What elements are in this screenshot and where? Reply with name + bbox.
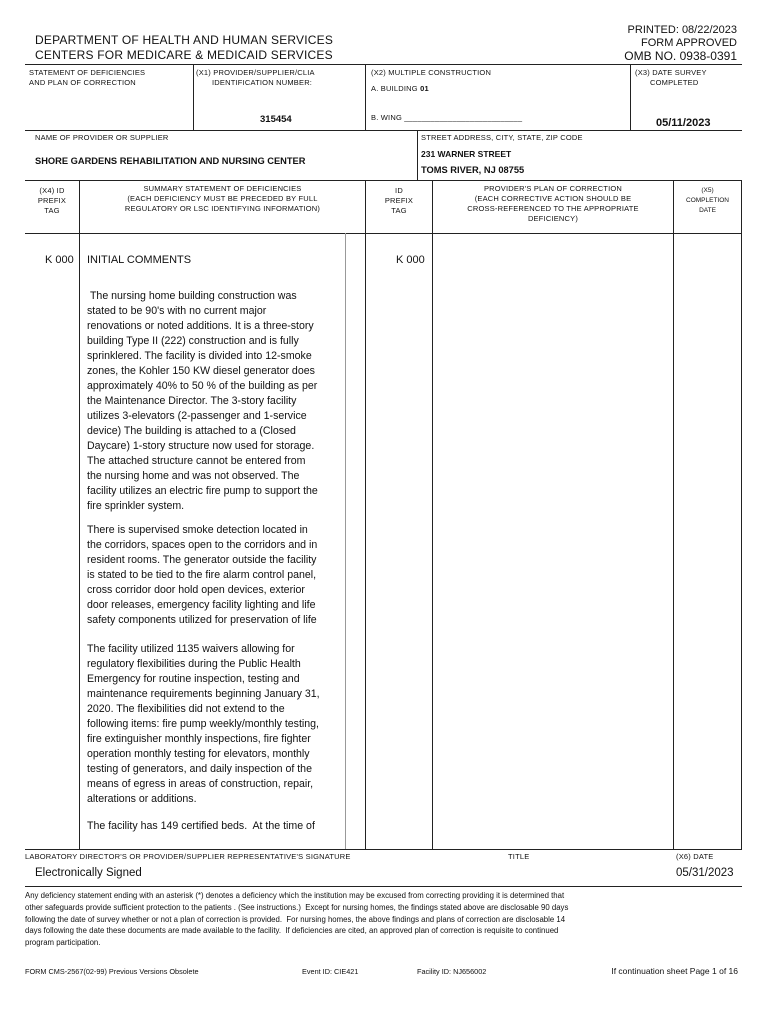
- divider: [193, 64, 194, 130]
- form-top-border: [25, 64, 742, 65]
- divider: [417, 130, 418, 180]
- form-top-x3-label1: (X3) DATE SURVEY: [635, 68, 707, 77]
- columns-x4-1: (X4) ID: [39, 186, 65, 195]
- title-label: TITLE: [508, 852, 530, 861]
- provider-name: SHORE GARDENS REHABILITATION AND NURSING CENTER: [35, 156, 306, 166]
- signature-date-label: (X6) DATE: [676, 852, 714, 861]
- initial-comments-title: INITIAL COMMENTS: [87, 254, 192, 266]
- columns-x5-1: (X5): [701, 187, 714, 194]
- id-prefix-header: [366, 186, 432, 216]
- form-top-x1-label2: IDENTIFICATION NUMBER:: [212, 78, 313, 87]
- columns-plan-2: (EACH CORRECTIVE ACTION SHOULD BE: [474, 194, 632, 203]
- comment-paragraph-3: The facility utilized 1135 waivers allowing for regulatory flexibilities during the Public Health Emergency for routine inspection, testing and maintenance requirements beginning January 31, 2020. The flexibilities did not extend to the following items: fire pump weekly/monthly testing, fire extinguisher monthly inspections, fire fighter operation monthly testing for elevators, monthly testing of generators, and daily inspection of the means of egress in areas of construction, repair, alterations or additions.: [87, 643, 320, 805]
- columns-plan-1: PROVIDER'S PLAN OF CORRECTION: [483, 184, 623, 193]
- columns-summary-2: (EACH DEFICIENCY MUST BE PRECEDED BY FULL: [127, 194, 318, 203]
- form-approved: FORM APPROVED: [641, 37, 737, 49]
- columns-x5-2: COMPLETION: [686, 197, 729, 204]
- provider-name-label: NAME OF PROVIDER OR SUPPLIER: [35, 133, 169, 142]
- address-street: 231 WARNER STREET: [421, 149, 512, 159]
- address-label: STREET ADDRESS, CITY, STATE, ZIP CODE: [421, 133, 583, 142]
- form-top-x3-label2: COMPLETED: [650, 78, 699, 87]
- divider: [673, 180, 674, 849]
- columns-plan-4: DEFICIENCY): [527, 214, 579, 223]
- comment-paragraph-1: The nursing home building construction was stated to be 90's with no current major renovations or noted additions. It is a three-story building Type II (222) construction and is fully sprinklered. The facility is divided into 12-smoke zones, the Kohler 150 KW diesel generator does approximately 40% to 50 % of the building as per the Maintenance Director. The 3-story facility utilizes 3-elevators (2-passenger and 1-service device) The building is attached to a (Closed Daycare) 1-story structure now used for storage. The attached structure cannot be entered from the nursing home and was not observed. The facility utilizes an electric fire pump to support the fire sprinkler system.: [87, 290, 318, 512]
- columns-x5-3: DATE: [699, 207, 716, 214]
- content-bottom-border: [25, 849, 742, 850]
- department-heading: [35, 33, 333, 63]
- department-line-2: CENTERS FOR MEDICARE & MEDICAID SERVICES: [35, 48, 333, 62]
- department-line-1: DEPARTMENT OF HEALTH AND HUMAN SERVICES: [35, 33, 334, 47]
- provider-id-number: 315454: [260, 114, 292, 125]
- columns-x4-2: PREFIX: [37, 196, 67, 205]
- form-top-x1-label1: (X1) PROVIDER/SUPPLIER/CLIA: [196, 68, 315, 77]
- columns-id-3: TAG: [391, 206, 407, 215]
- form-top-statement-label2: AND PLAN OF CORRECTION: [29, 78, 136, 87]
- x2-label: (X2) MULTIPLE CONSTRUCTION: [371, 68, 492, 77]
- columns-id-1: ID: [395, 186, 403, 195]
- page-continuation: If continuation sheet Page 1 of 16: [611, 966, 738, 976]
- plan-header: [433, 184, 673, 224]
- comment-paragraph-2: There is supervised smoke detection located in the corridors, spaces open to the corridors and in resident rooms. The generator outside the facility is stated to be tied to the fire alarm control panel, cross corridor door hold open devices, exterior door releases, emergency facility lighting and life safety components utilized for preservation of life: [87, 524, 318, 626]
- disclaimer-text: Any deficiency statement ending with an asterisk (*) denotes a deficiency which the institution may be excused from correcting providing it is determined that other safeguards provide sufficient protection to the patients . (See instructions.) Except for nursing homes, the findings stated above are disclosable 90 days following the date of survey whether or not a plan of correction is provided. For nursing homes, the above findings and plans of correction are disclosable 14 days following the date these documents are made available to the facility. If deficiencies are cited, an approved plan of correction is requisite to continued program participation.: [25, 891, 569, 948]
- event-id: Event ID: CIE421: [302, 967, 359, 976]
- printed-date: PRINTED: 08/22/2023: [627, 24, 737, 36]
- signature-value: Electronically Signed: [35, 867, 142, 879]
- deficiency-tag-left: K 000: [45, 254, 74, 266]
- columns-x4-3: TAG: [44, 206, 60, 215]
- signature-label: LABORATORY DIRECTOR'S OR PROVIDER/SUPPLIER REPRESENTATIVE'S SIGNATURE: [25, 852, 351, 861]
- form-top-building-value: 01: [420, 84, 429, 93]
- x4-header: [25, 186, 79, 216]
- columns-plan-3: CROSS-REFERENCED TO THE APPROPRIATE: [467, 204, 639, 213]
- comment-paragraph-4: The facility has 149 certified beds. At the time of: [87, 820, 315, 832]
- divider: [365, 64, 366, 130]
- signature-bottom-border: [25, 886, 742, 887]
- survey-completed-date: 05/11/2023: [656, 117, 711, 129]
- building-field: [371, 84, 429, 94]
- divider: [79, 180, 80, 849]
- divider: [741, 180, 742, 849]
- column-header-top: [25, 180, 742, 181]
- form-section-divider: [25, 130, 742, 131]
- deficiency-tag-right: K 000: [396, 254, 425, 266]
- address-city: TOMS RIVER, NJ 08755: [421, 165, 525, 175]
- form-number: FORM CMS-2567(02-99) Previous Versions Obsolete: [25, 967, 199, 976]
- completion-date-header: [674, 186, 741, 216]
- divider: [432, 180, 433, 849]
- divider: [630, 64, 631, 130]
- columns-summary-1: SUMMARY STATEMENT OF DEFICIENCIES: [143, 184, 302, 193]
- summary-header: [80, 184, 365, 214]
- form-header-right: [624, 24, 737, 63]
- column-header-bottom: [25, 233, 742, 234]
- facility-id: Facility ID: NJ656002: [417, 967, 487, 976]
- omb-number: OMB NO. 0938-0391: [624, 49, 737, 63]
- signature-date: 05/31/2023: [676, 867, 734, 879]
- columns-summary-3: REGULATORY OR LSC IDENTIFYING INFORMATION): [124, 204, 321, 213]
- form-top-building-label: A. BUILDING: [371, 84, 418, 93]
- divider: [365, 180, 366, 849]
- wing-field: B. WING ___________________________: [371, 113, 523, 122]
- x1-label: [196, 68, 315, 88]
- form-top-statement-label1: STATEMENT OF DEFICIENCIES: [29, 68, 146, 77]
- columns-id-2: PREFIX: [384, 196, 414, 205]
- x3-label: [635, 68, 707, 88]
- statement-label: [29, 68, 145, 88]
